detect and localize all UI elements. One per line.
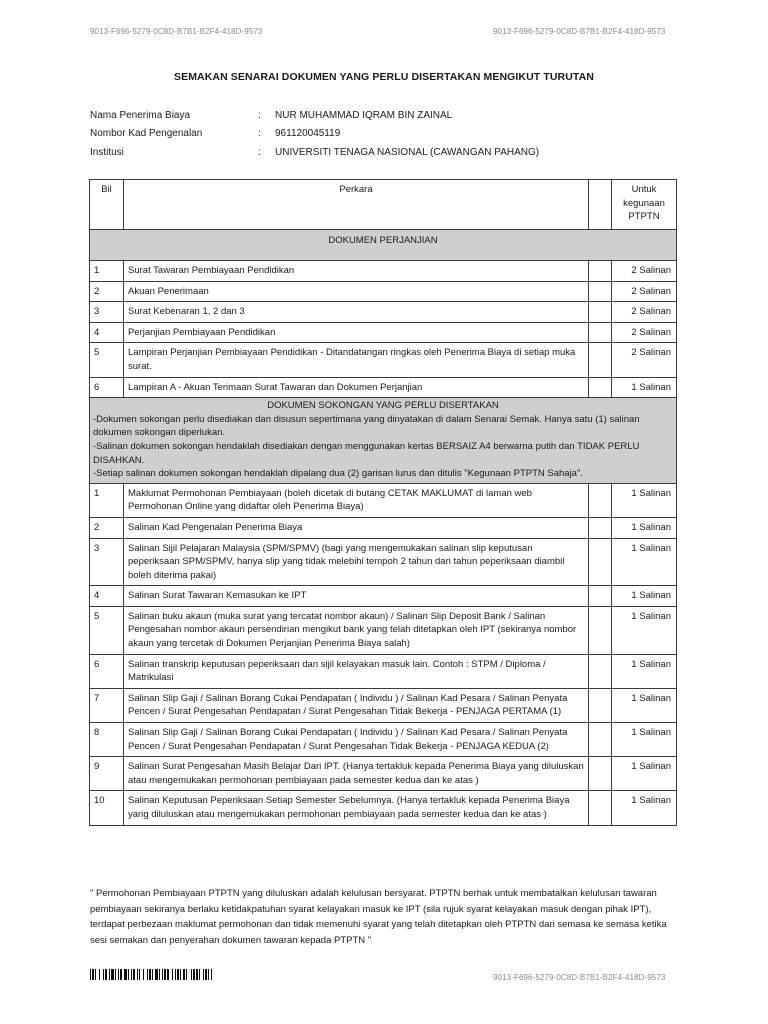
info-value: UNIVERSITI TENAGA NASIONAL (CAWANGAN PAHANG) [275,146,540,158]
table-row [90,654,677,688]
page-title: SEMAKAN SENARAI DOKUMEN YANG PERLU DISERTAKAN MENGIKUT TURUTAN [174,71,594,83]
info-value: 961120045119 [275,128,341,140]
item-cell: Lampiran Perjanjian Pembiayaan Pendidikan - Ditandatangan ringkas oleh Penerima Biaya di setiap muka surat. [124,343,589,377]
bil-cell: 5 [90,606,124,654]
blank-cell [589,261,612,282]
item-cell: Surat Tawaran Pembiayaan Pendidikan [124,261,589,282]
item-cell: Maklumat Permohonan Pembiayaan (boleh dicetak di butang CETAK MAKLUMAT di laman web Permohonan Online yang didaftar oleh Penerima Biaya) [124,483,589,517]
section-header-cell [90,230,677,261]
info-label: Institusi [90,146,124,158]
bil-cell: 3 [90,302,124,323]
copies-cell: 1 Salinan [612,791,677,825]
bil-cell: 9 [90,757,124,791]
bil-cell: 7 [90,688,124,722]
section-note: -Setiap salinan dokumen sokongan hendaklah dipalang dua (2) garisan lurus dan ditulis "Kegunaan PTPTN Sahaja". [93,468,583,480]
header-untuk-kegunaan: Untuk kegunaan PTPTN [612,180,677,230]
blank-cell [589,281,612,302]
section-note: -Salinan dokumen sokongan hendaklah disediakan dengan menggunakan kertas BERSAIZ A4 berwarna putih dan TIDAK PERLU DISAHKAN. [93,440,640,466]
bil-cell: 4 [90,586,124,607]
item-cell: Salinan Kad Pengenalan Penerima Biaya [124,517,589,538]
copies-cell: 1 Salinan [612,606,677,654]
info-label: Nombor Kad Pengenalan [90,128,203,140]
table-row [90,517,677,538]
header-bil: Bil [90,180,124,230]
copies-cell: 1 Salinan [612,757,677,791]
item-cell: Salinan buku akaun (muka surat yang tercatat nombor akaun) / Salinan Slip Deposit Bank / Salinan Pengesahan nombor akaun persendirian mengikut bank yang telah ditetapkan oleh IPT (sekiranya nombor akaun yang tercetak di Dokumen Perjanjian Penerima Biaya salah) [124,606,589,654]
document-id-bottom-right: 9013-F696-5279-0C8D-B7B1-B2F4-418D-9573 [493,973,666,982]
section-title: DOKUMEN PERJANJIAN [328,235,438,246]
blank-cell [589,483,612,517]
blank-cell [589,688,612,722]
blank-cell [589,538,612,586]
table-row [90,343,677,377]
bil-cell: 4 [90,322,124,343]
barcode-bar [212,969,214,980]
recipient-info [90,106,680,162]
footer-note: " Permohonan Pembiayaan PTPTN yang diluluskan adalah kelulusan bersyarat. PTPTN berhak untuk membatalkan kelulusan tawaran pembiayaan sekiranya berlaku ketidakpatuhan syarat kelayakan masuk ke IPT (sila rujuk syarat kelayakan masuk dengan pihak IPT), terdapat perbezaan maklumat permohonan dan tidak memenuhi syarat yang telah ditetapkan oleh PTPTN dari semasa ke semasa ketika sesi semakan dan penyerahan dokumen tawaran kepada PTPTN " [90,888,667,946]
copies-cell: 2 Salinan [612,281,677,302]
table-row [90,281,677,302]
bil-cell: 3 [90,538,124,586]
copies-cell: 1 Salinan [612,654,677,688]
document-id-top-left: 9013-F696-5279-0C8D-B7B1-B2F4-418D-9573 [90,27,263,36]
blank-cell [589,302,612,323]
item-cell: Surat Kebenaran 1, 2 dan 3 [124,302,589,323]
info-row-ic-number [90,125,680,144]
item-cell: Salinan Surat Pengesahan Masih Belajar Dari IPT. (Hanya tertakluk kepada Penerima Biaya yang diluluskan atau mengemukakan permohonan pembiayaan pada semester kedua dan ke atas ) [124,757,589,791]
item-cell: Perjanjian Pembiayaan Pendidikan [124,322,589,343]
copies-cell: 2 Salinan [612,302,677,323]
bil-cell: 1 [90,483,124,517]
table-row [90,586,677,607]
info-label: Nama Penerima Biaya [90,109,191,121]
bil-cell: 6 [90,377,124,398]
document-checklist-table [89,179,677,826]
copies-cell: 2 Salinan [612,343,677,377]
blank-cell [589,586,612,607]
table-row [90,538,677,586]
section-title: DOKUMEN SOKONGAN YANG PERLU DISERTAKAN [267,400,499,412]
section-header-row [90,230,677,261]
info-colon: : [258,109,261,121]
bil-cell: 8 [90,723,124,757]
blank-cell [589,377,612,398]
item-cell: Salinan transkrip keputusan peperiksaan dan sijil kelayakan masuk lain. Contoh : STPM / Diploma / Matrikulasi [124,654,589,688]
blank-cell [589,654,612,688]
bil-cell: 5 [90,343,124,377]
document-id-top-right: 9013-F696-5279-0C8D-B7B1-B2F4-418D-9573 [493,27,666,36]
info-row-institution [90,143,680,162]
bil-cell: 2 [90,281,124,302]
copies-cell: 1 Salinan [612,517,677,538]
blank-cell [589,757,612,791]
table-row [90,322,677,343]
copies-cell: 1 Salinan [612,483,677,517]
item-cell: Salinan Slip Gaji / Salinan Borang Cukai Pendapatan ( Individu ) / Salinan Kad Pesara / Salinan Penyata Pencen / Surat Pengesahan Pendapatan / Surat Pengesahan Tidak Bekerja - PENJAGA PERTAMA (1) [124,688,589,722]
info-colon: : [258,146,261,158]
copies-cell: 1 Salinan [612,586,677,607]
copies-cell: 1 Salinan [612,723,677,757]
section-header-row [90,398,677,484]
blank-cell [589,791,612,825]
item-cell: Salinan Keputusan Peperiksaan Setiap Semester Sebelumnya. (Hanya tertakluk kepada Penerima Biaya yang diluluskan atau mengemukakan permohonan pembiayaan pada semester kedua dan ke atas ) [124,791,589,825]
item-cell: Salinan Slip Gaji / Salinan Borang Cukai Pendapatan ( Individu ) / Salinan Kad Pesara / Salinan Penyata Pencen / Surat Pengesahan Pendapatan / Surat Pengesahan Tidak Bekerja - PENJAGA KEDUA (2) [124,723,589,757]
bil-cell: 2 [90,517,124,538]
info-colon: : [258,128,261,140]
info-row-name [90,106,680,125]
table-row [90,261,677,282]
blank-cell [589,343,612,377]
item-cell: Akuan Penerimaan [124,281,589,302]
blank-cell [589,517,612,538]
table-row [90,606,677,654]
copies-cell: 1 Salinan [612,377,677,398]
item-cell: Salinan Sijil Pelajaran Malaysia (SPM/SPMV) (bagi yang mengemukakan salinan slip keputusan peperiksaan SPM/SPMV, hanya slip yang tidak melebihi tempoh 2 tahun dari tahun peperiksaan diambil boleh diterima pakai) [124,538,589,586]
table-row [90,302,677,323]
copies-cell: 1 Salinan [612,538,677,586]
bil-cell: 10 [90,791,124,825]
table-row [90,723,677,757]
item-cell: Salinan Surat Tawaran Kemasukan ke IPT [124,586,589,607]
bil-cell: 1 [90,261,124,282]
header-perkara: Perkara [124,180,589,230]
info-value: NUR MUHAMMAD IQRAM BIN ZAINAL [275,109,453,121]
table-row [90,688,677,722]
blank-cell [589,322,612,343]
blank-cell [589,723,612,757]
table-row [90,791,677,825]
table-row [90,377,677,398]
table-header-row [90,180,677,230]
table-row [90,757,677,791]
section-header-cell [90,398,677,484]
blank-cell [589,606,612,654]
barcode [90,969,318,980]
copies-cell: 1 Salinan [612,688,677,722]
bil-cell: 6 [90,654,124,688]
section-note: -Dokumen sokongan perlu disediakan dan disusun sepertimana yang dinyatakan di dalam Senarai Semak. Hanya satu (1) salinan dokumen sokongan diperlukan. [93,413,640,439]
copies-cell: 2 Salinan [612,322,677,343]
item-cell: Lampiran A - Akuan Terimaan Surat Tawaran dan Dokumen Perjanjian [124,377,589,398]
table-row [90,483,677,517]
copies-cell: 2 Salinan [612,261,677,282]
header-blank [589,180,612,230]
